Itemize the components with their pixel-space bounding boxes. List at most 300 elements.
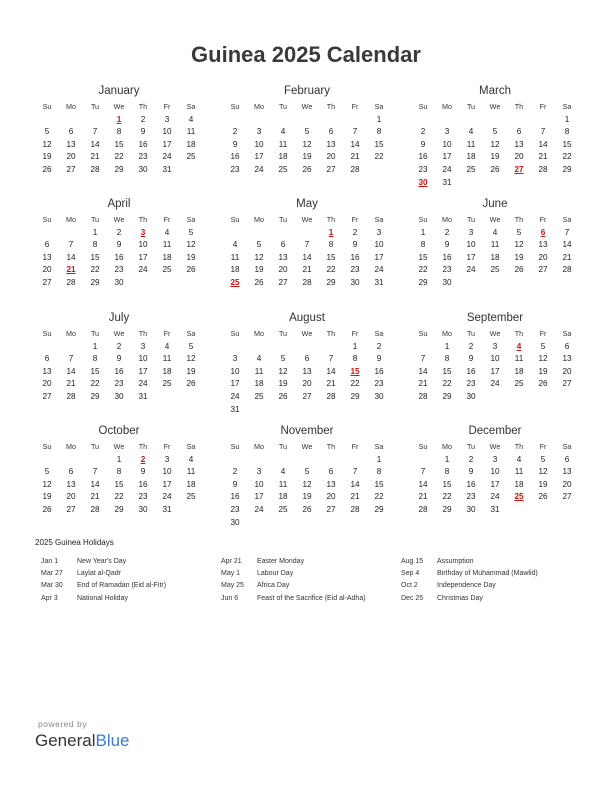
day-cell: 10 [254,139,264,149]
holiday-day-cell: 25 [230,277,240,287]
day-cell: 6 [304,354,310,364]
day-cell: 11 [514,467,524,477]
month-november [223,424,391,529]
day-cell: 28 [66,277,76,287]
empty-day-cell [295,227,319,240]
empty-day-cell [271,454,295,467]
empty-day-cell [343,454,367,467]
day-cell: 6 [68,127,74,137]
holiday-date: Apr 3 [41,594,58,602]
day-cell: 24 [230,391,240,401]
page-title: Guinea 2025 Calendar [191,42,421,67]
weekday-header: Sa [186,442,196,451]
holiday-date: Apr 21 [221,558,242,565]
holiday-name: Christmas Day [437,594,483,602]
day-cell: 14 [418,366,428,376]
day-cell: 24 [254,164,264,174]
weekday-header: Fr [539,442,547,451]
brand-name-part2: Blue [95,731,130,750]
day-cell: 19 [538,366,548,376]
day-cell: 29 [374,504,384,514]
day-cell: 18 [490,252,500,262]
weekday-header: Mo [254,329,264,338]
month-name: February [283,85,331,97]
day-cell: 23 [138,492,148,502]
empty-day-cell [271,114,295,127]
weekday-header: Th [326,215,336,224]
day-cell: 19 [42,152,52,162]
weekday-header: Su [42,442,52,451]
day-cell: 2 [140,114,146,124]
day-cell: 13 [562,354,572,364]
month-september [411,311,579,404]
day-cell: 8 [420,240,426,250]
month-days-grid [411,441,579,517]
day-cell: 18 [162,366,172,376]
month-name: January [98,85,140,97]
day-cell: 11 [514,354,524,364]
day-cell: 4 [164,341,170,351]
day-cell: 17 [138,366,148,376]
day-cell: 15 [442,479,452,489]
day-cell: 21 [418,379,428,389]
day-cell: 30 [114,391,124,401]
weekday-header: We [113,329,125,338]
day-cell: 2 [468,454,474,464]
day-cell: 4 [188,454,194,464]
day-cell: 22 [562,152,572,162]
day-cell: 25 [162,265,172,275]
holiday-date: Jun 6 [221,594,239,602]
weekday-header: Su [418,442,428,451]
weekday-header: Mo [66,102,76,111]
month-days-grid [35,441,203,517]
day-cell: 29 [418,277,428,287]
weekday-header: Fr [163,102,171,111]
day-cell: 14 [326,366,336,376]
month-name: April [107,198,131,210]
day-cell: 28 [90,164,100,174]
day-cell: 18 [514,366,524,376]
day-cell: 20 [538,252,548,262]
weekday-header: Mo [442,329,452,338]
weekday-header: Mo [66,215,76,224]
day-cell: 7 [540,127,546,137]
month-march [411,84,579,189]
weekday-header: Tu [466,442,476,451]
day-cell: 11 [466,139,476,149]
month-days-grid [223,328,391,416]
month-name: May [296,198,318,210]
day-cell: 27 [326,504,336,514]
day-cell: 10 [442,139,452,149]
day-cell: 11 [230,252,240,262]
month-name: July [108,312,130,324]
day-cell: 13 [42,366,52,376]
holiday-day-cell: 3 [140,227,146,237]
day-cell: 14 [562,240,572,250]
day-cell: 10 [254,479,264,489]
day-cell: 16 [466,366,476,376]
day-cell: 17 [490,366,500,376]
day-cell: 29 [114,504,124,514]
day-cell: 4 [188,114,194,124]
day-cell: 8 [116,127,122,137]
day-cell: 14 [350,139,360,149]
day-cell: 29 [350,391,360,401]
day-cell: 11 [490,240,500,250]
weekday-header: Sa [186,215,196,224]
day-cell: 24 [442,164,452,174]
day-cell: 13 [42,252,52,262]
month-days-grid [35,328,203,404]
day-cell: 16 [138,479,148,489]
day-cell: 20 [326,152,336,162]
holiday-date: May 1 [221,570,241,578]
day-cell: 26 [186,379,196,389]
holiday-name: Feast of the Sacrifice (Eid al-Adha) [257,594,366,602]
day-cell: 12 [42,139,52,149]
weekday-header: Th [514,102,524,111]
weekday-header: Su [230,442,240,451]
day-cell: 28 [326,391,336,401]
day-cell: 1 [444,454,450,464]
day-cell: 25 [278,164,288,174]
month-april [35,197,203,290]
month-days-grid [411,101,579,189]
day-cell: 22 [90,379,100,389]
holiday-name: Birthday of Muhammad (Mawlid) [437,570,538,578]
weekday-header: Fr [163,215,171,224]
day-cell: 8 [92,240,98,250]
day-cell: 30 [230,517,240,527]
day-cell: 2 [444,227,450,237]
empty-day-cell [59,341,83,354]
day-cell: 22 [442,379,452,389]
day-cell: 12 [42,479,52,489]
weekday-header: We [489,215,501,224]
day-cell: 23 [114,265,124,275]
day-cell: 26 [42,504,52,514]
holiday-column [221,558,366,607]
day-cell: 4 [232,240,238,250]
day-cell: 17 [230,379,240,389]
month-days-grid [223,441,391,529]
month-days-grid [411,328,579,404]
day-cell: 24 [138,379,148,389]
day-cell: 18 [162,252,172,262]
weekday-header: Th [326,102,336,111]
day-cell: 30 [114,277,124,287]
day-cell: 7 [304,240,310,250]
day-cell: 9 [140,467,146,477]
day-cell: 3 [256,127,262,137]
day-cell: 8 [444,467,450,477]
day-cell: 14 [350,479,360,489]
day-cell: 18 [466,152,476,162]
weekday-header: Mo [66,329,76,338]
day-cell: 23 [466,492,476,502]
day-cell: 15 [374,139,384,149]
weekday-header: Fr [351,329,359,338]
day-cell: 30 [466,391,476,401]
day-cell: 19 [254,265,264,275]
day-cell: 21 [350,152,360,162]
weekday-header: We [489,329,501,338]
day-cell: 25 [514,379,524,389]
day-cell: 11 [278,139,288,149]
day-cell: 19 [186,366,196,376]
weekday-header: Tu [466,215,476,224]
day-cell: 5 [44,467,50,477]
day-cell: 18 [278,152,288,162]
day-cell: 20 [66,152,76,162]
weekday-header: Su [418,102,428,111]
day-cell: 27 [562,379,572,389]
day-cell: 24 [162,152,172,162]
day-cell: 17 [490,479,500,489]
day-cell: 6 [44,354,50,364]
weekday-header: Th [138,102,148,111]
day-cell: 16 [374,366,384,376]
day-cell: 12 [302,479,312,489]
day-cell: 26 [490,164,500,174]
day-cell: 13 [278,252,288,262]
day-cell: 23 [418,164,428,174]
day-cell: 7 [420,467,426,477]
day-cell: 9 [420,139,426,149]
day-cell: 8 [564,127,570,137]
empty-day-cell [411,114,435,127]
weekday-header: We [301,215,313,224]
day-cell: 15 [90,252,100,262]
empty-day-cell [247,227,271,240]
day-cell: 12 [538,354,548,364]
holiday-row [401,582,538,594]
day-cell: 3 [492,341,498,351]
day-cell: 14 [538,139,548,149]
day-cell: 16 [114,252,124,262]
day-cell: 29 [114,164,124,174]
weekday-header: Tu [278,329,288,338]
day-cell: 21 [562,252,572,262]
day-cell: 23 [230,504,240,514]
day-cell: 22 [114,152,124,162]
weekday-header: Th [514,442,524,451]
day-cell: 18 [230,265,240,275]
weekday-header: Th [138,215,148,224]
day-cell: 27 [66,504,76,514]
day-cell: 30 [374,391,384,401]
empty-day-cell [247,114,271,127]
day-cell: 27 [42,277,52,287]
day-cell: 1 [92,341,98,351]
day-cell: 6 [68,467,74,477]
holiday-name: Assumption [437,558,474,565]
holiday-name: Independence Day [437,582,496,590]
day-cell: 6 [328,127,334,137]
weekday-header: Fr [163,329,171,338]
month-name: September [466,312,524,324]
weekday-header: Tu [90,215,100,224]
day-cell: 12 [254,252,264,262]
day-cell: 20 [66,492,76,502]
day-cell: 23 [466,379,476,389]
month-january [35,84,203,177]
month-days-grid [223,101,391,177]
day-cell: 28 [302,277,312,287]
day-cell: 29 [90,391,100,401]
month-june [411,197,579,290]
day-cell: 9 [140,127,146,137]
weekday-header: Mo [254,442,264,451]
weekday-header: Tu [466,329,476,338]
day-cell: 13 [562,467,572,477]
holiday-day-cell: 2 [140,454,146,464]
day-cell: 7 [68,354,74,364]
day-cell: 5 [516,227,522,237]
weekday-header: We [489,102,501,111]
weekday-header: Mo [442,102,452,111]
day-cell: 10 [138,240,148,250]
empty-day-cell [531,114,555,127]
day-cell: 28 [418,391,428,401]
weekday-header: Sa [374,215,384,224]
day-cell: 12 [186,354,196,364]
day-cell: 15 [114,479,124,489]
empty-day-cell [507,114,531,127]
weekday-header: We [301,329,313,338]
empty-day-cell [223,227,247,240]
empty-day-cell [223,341,247,354]
day-cell: 19 [538,479,548,489]
day-cell: 23 [230,164,240,174]
day-cell: 7 [352,467,358,477]
day-cell: 28 [350,504,360,514]
holiday-name: Labour Day [257,570,294,578]
holiday-date: May 25 [221,582,244,590]
day-cell: 17 [162,139,172,149]
day-cell: 19 [514,252,524,262]
empty-day-cell [483,114,507,127]
day-cell: 22 [374,152,384,162]
day-cell: 12 [538,467,548,477]
month-days-grid [35,101,203,177]
day-cell: 7 [328,354,334,364]
day-cell: 31 [442,177,452,187]
empty-day-cell [59,454,83,467]
day-cell: 27 [278,277,288,287]
empty-day-cell [247,341,271,354]
weekday-header: Sa [562,102,572,111]
day-cell: 4 [492,227,498,237]
weekday-header: Tu [466,102,476,111]
day-cell: 13 [514,139,524,149]
day-cell: 25 [490,265,500,275]
day-cell: 22 [442,492,452,502]
weekday-header: Mo [254,215,264,224]
weekday-header: Mo [442,442,452,451]
day-cell: 27 [326,164,336,174]
day-cell: 31 [162,504,172,514]
weekday-header: Su [418,215,428,224]
day-cell: 9 [232,139,238,149]
day-cell: 1 [420,227,426,237]
day-cell: 30 [138,164,148,174]
day-cell: 4 [164,227,170,237]
day-cell: 19 [302,492,312,502]
empty-day-cell [319,454,343,467]
day-cell: 23 [114,379,124,389]
day-cell: 29 [442,504,452,514]
day-cell: 7 [352,127,358,137]
generalblue-logo[interactable] [35,731,130,751]
day-cell: 26 [538,379,548,389]
day-cell: 5 [304,467,310,477]
empty-day-cell [83,454,107,467]
weekday-header: Fr [539,329,547,338]
day-cell: 15 [374,479,384,489]
day-cell: 21 [90,492,100,502]
day-cell: 25 [186,492,196,502]
day-cell: 6 [44,240,50,250]
weekday-header: Su [230,329,240,338]
day-cell: 12 [490,139,500,149]
holiday-day-cell: 30 [418,177,428,187]
day-cell: 15 [90,366,100,376]
holiday-day-cell: 4 [516,341,522,351]
day-cell: 27 [302,391,312,401]
empty-day-cell [295,454,319,467]
day-cell: 2 [420,127,426,137]
day-cell: 7 [92,127,98,137]
day-cell: 3 [140,341,146,351]
day-cell: 22 [374,492,384,502]
day-cell: 26 [186,265,196,275]
day-cell: 5 [256,240,262,250]
month-august [223,311,391,416]
day-cell: 4 [516,454,522,464]
day-cell: 20 [42,265,52,275]
day-cell: 22 [326,265,336,275]
day-cell: 7 [92,467,98,477]
month-name: November [280,425,334,437]
day-cell: 24 [490,492,500,502]
empty-day-cell [35,227,59,240]
empty-day-cell [435,114,459,127]
day-cell: 13 [302,366,312,376]
empty-day-cell [459,114,483,127]
day-cell: 6 [280,240,286,250]
day-cell: 27 [562,492,572,502]
weekday-header: Mo [442,215,452,224]
holiday-day-cell: 25 [514,492,524,502]
day-cell: 31 [230,404,240,414]
day-cell: 9 [444,240,450,250]
day-cell: 5 [540,454,546,464]
day-cell: 2 [232,127,238,137]
day-cell: 8 [376,127,382,137]
day-cell: 21 [326,379,336,389]
month-may [223,197,391,290]
day-cell: 27 [538,265,548,275]
day-cell: 4 [280,467,286,477]
day-cell: 2 [116,341,122,351]
weekday-header: Sa [562,329,572,338]
day-cell: 6 [564,341,570,351]
day-cell: 28 [90,504,100,514]
day-cell: 19 [186,252,196,262]
